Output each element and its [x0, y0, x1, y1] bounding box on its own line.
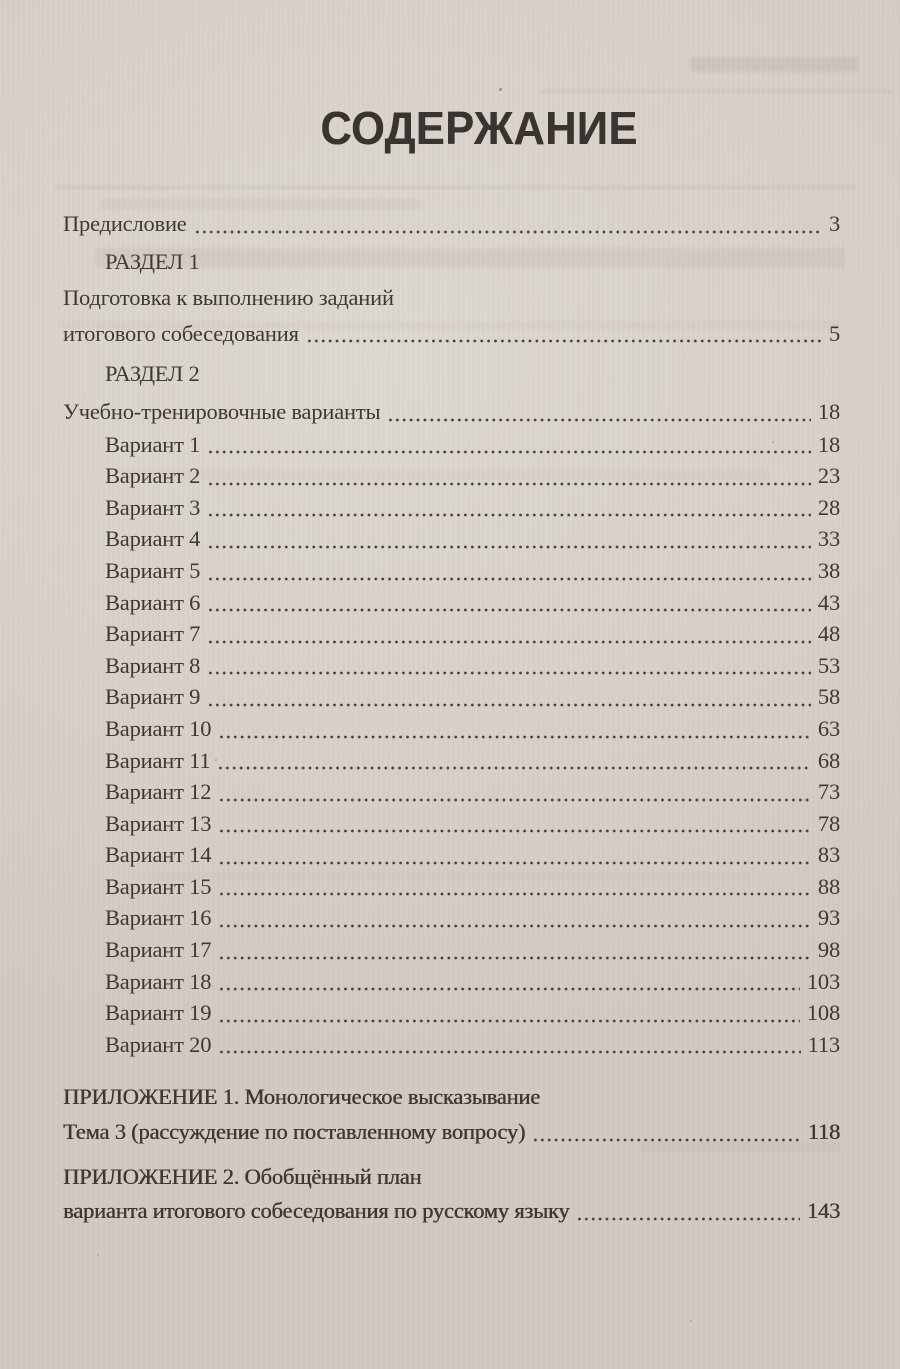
toc-entry-page: 58 [817, 684, 840, 710]
toc-entry-label: Вариант 4 [105, 526, 201, 552]
toc-entry-label: Вариант 16 [105, 905, 212, 931]
toc-entry-page: 113 [807, 1031, 840, 1057]
dot-leader [194, 230, 822, 234]
toc-entry-page: 18 [817, 398, 840, 424]
toc-entry-page: 103 [806, 968, 840, 994]
toc-entry-label: Вариант 18 [105, 968, 212, 994]
toc-heading-label: РАЗДЕЛ 1 [105, 248, 200, 274]
dot-leader [306, 339, 822, 343]
toc-entry-page: 108 [806, 1000, 840, 1026]
toc-entry-label: варианта итогового собеседования по русскому языку [63, 1198, 570, 1224]
dot-leader [207, 513, 811, 517]
dot-leader [218, 892, 811, 896]
dot-leader [207, 703, 811, 707]
toc-entry-appendix1-line2 [63, 1116, 840, 1148]
toc-entry [63, 618, 840, 650]
dust-speck [499, 88, 502, 91]
toc-entry [63, 997, 840, 1029]
toc-entry-page: 23 [817, 463, 840, 489]
toc-heading-label: РАЗДЕЛ 2 [105, 361, 200, 387]
dot-leader [218, 924, 811, 928]
dust-speck [690, 1320, 692, 1322]
toc-entry [63, 681, 840, 713]
toc-entry [63, 429, 840, 461]
ghost-band [55, 186, 855, 189]
ghost-band [540, 90, 892, 93]
dot-leader [387, 418, 810, 422]
dot-leader [218, 956, 811, 960]
toc-entry-section1-line1 [63, 282, 840, 314]
toc-entry-label: Учебно-тренировочные варианты [63, 398, 381, 424]
table-of-contents [63, 208, 840, 1227]
toc-entry-label: Вариант 2 [105, 463, 201, 489]
toc-entry [63, 902, 840, 934]
toc-entry-label: Вариант 10 [105, 715, 212, 741]
toc-entry [63, 555, 840, 587]
toc-section-heading-1 [63, 246, 840, 278]
dot-leader [207, 671, 811, 675]
toc-entry-page: 38 [817, 557, 840, 583]
toc-entry-label: Вариант 8 [105, 652, 201, 678]
toc-entry [63, 745, 840, 777]
toc-entry-page: 3 [828, 211, 840, 236]
toc-entry-label: Подготовка к выполнению заданий [63, 285, 394, 311]
toc-entry-label: Вариант 7 [105, 621, 201, 647]
toc-entry-label: Вариант 9 [105, 684, 201, 710]
toc-entry-page: 43 [817, 589, 840, 615]
toc-entry-label: Вариант 12 [105, 779, 212, 805]
toc-entry-training-variants [63, 396, 840, 428]
toc-entry-label: Вариант 5 [105, 557, 201, 583]
toc-entry [63, 839, 840, 871]
toc-entry-appendix1-line1 [63, 1081, 840, 1113]
toc-entry [63, 1029, 840, 1061]
toc-entry-page: 83 [817, 842, 840, 868]
toc-entry-page: 73 [817, 779, 840, 805]
toc-entry-label: Вариант 13 [105, 810, 212, 836]
toc-entry-label: ПРИЛОЖЕНИЕ 2. Обобщённый план [63, 1163, 422, 1189]
dot-leader [218, 798, 811, 802]
dot-leader [207, 640, 811, 644]
dot-leader [532, 1138, 801, 1142]
toc-entry-page: 5 [828, 320, 840, 346]
toc-entry-page: 28 [817, 494, 840, 520]
dot-leader [218, 861, 811, 865]
toc-entry [63, 808, 840, 840]
toc-entry [63, 966, 840, 998]
toc-entry-preface [63, 208, 840, 240]
toc-entry-page: 78 [817, 810, 840, 836]
toc-entry-page: 53 [817, 652, 840, 678]
dot-leader [218, 829, 811, 833]
dust-speck [97, 1254, 99, 1256]
dot-leader [218, 735, 811, 739]
toc-entry-label: Вариант 6 [105, 589, 201, 615]
toc-entry [63, 460, 840, 492]
dot-leader [207, 545, 811, 549]
toc-entry-label: итогового собеседования [63, 320, 299, 346]
toc-entry-label: Тема 3 (рассуждение по поставленному вопросу) [63, 1119, 526, 1145]
toc-entry-page: 68 [817, 747, 840, 773]
dot-leader [207, 450, 811, 454]
toc-entry [63, 587, 840, 619]
toc-entry [63, 713, 840, 745]
toc-entry-section1-line2 [63, 318, 840, 350]
dot-leader [207, 482, 811, 486]
toc-entry [63, 776, 840, 808]
toc-entry-label: ПРИЛОЖЕНИЕ 1. Монологическое высказывание [63, 1084, 540, 1110]
toc-entry-page: 18 [817, 431, 840, 457]
dot-leader [218, 987, 800, 991]
toc-entry-label: Предисловие [63, 211, 187, 236]
toc-entry-page: 63 [817, 715, 840, 741]
toc-entry-page: 33 [817, 526, 840, 552]
dot-leader [217, 766, 810, 770]
ghost-band [690, 57, 858, 72]
toc-entry-label: Вариант 11 [105, 747, 211, 773]
dot-leader [218, 1050, 800, 1054]
dot-leader [207, 608, 811, 612]
page-title: СОДЕРЖАНИЕ [320, 102, 638, 154]
toc-entry-page: 98 [817, 937, 840, 963]
toc-entry-appendix2-line2 [63, 1195, 840, 1227]
toc-entry [63, 492, 840, 524]
toc-entry-label: Вариант 15 [105, 873, 212, 899]
toc-entry-label: Вариант 1 [105, 431, 201, 457]
dot-leader [576, 1217, 799, 1221]
dot-leader [218, 1019, 800, 1023]
toc-entry-appendix2-line1 [63, 1161, 840, 1193]
toc-entry-page: 118 [807, 1119, 840, 1145]
toc-entry-label: Вариант 19 [105, 1000, 212, 1026]
toc-entry-label: Вариант 3 [105, 494, 201, 520]
toc-entry-page: 93 [817, 905, 840, 931]
toc-entry [63, 934, 840, 966]
toc-entry [63, 523, 840, 555]
toc-entry-label: Вариант 17 [105, 937, 212, 963]
toc-entry-page: 88 [817, 873, 840, 899]
toc-entry-page: 48 [817, 621, 840, 647]
toc-entry [63, 650, 840, 682]
toc-entry-page: 143 [806, 1198, 840, 1224]
toc-entry-label: Вариант 20 [105, 1031, 212, 1057]
toc-section-heading-2 [63, 358, 840, 390]
toc-entry [63, 871, 840, 903]
toc-entry-label: Вариант 14 [105, 842, 212, 868]
dot-leader [207, 577, 811, 581]
